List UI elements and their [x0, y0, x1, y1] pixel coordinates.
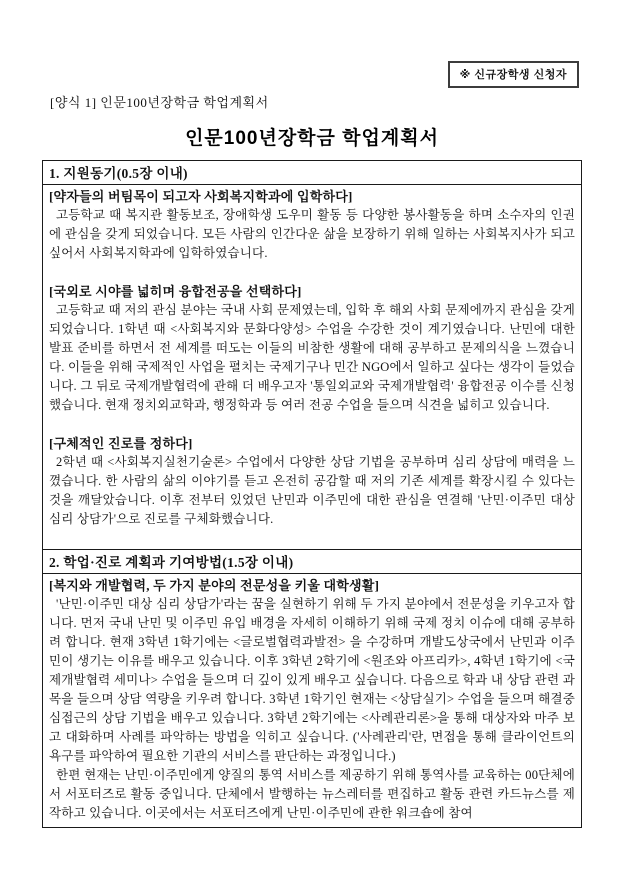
content-block [49, 576, 575, 823]
block-paragraph: 고등학교 때 복지관 활동보조, 장애학생 도우미 활동 등 다양한 봉사활동을 하며 소수자의 인권에 관심을 갖게 되었습니다. 모든 사람의 인간다운 삶을 보장하기 위해 일하는 사회복지사가 되고 싶어서 사회복지학과에 입학하였습니다. [49, 208, 575, 260]
table-row [43, 185, 582, 550]
page-title: 인문100년장학금 학업계획서 [185, 128, 439, 149]
new-scholar-badge: ※ 신규장학생 신청자 [448, 61, 579, 88]
form-number-label: [양식 1] 인문100년장학금 학업계획서 [50, 95, 269, 110]
section-1-header: 1. 지원동기(0.5장 이내) [43, 161, 582, 185]
block-subtitle: [복지와 개발협력, 두 가지 분야의 전문성을 키울 대학생활] [49, 578, 380, 593]
block-subtitle: [구체적인 진로를 정하다] [49, 436, 193, 451]
block-paragraph: 고등학교 때 저의 관심 분야는 국내 사회 문제였는데, 입학 후 해외 사회 문제에까지 관심을 갖게 되었습니다. 1학년 때 <사회복지와 문화다양성> 수업을 수강한 것이 계기였습니다. 난민에 대한 발표 준비를 하면서 전 세계를 떠도는 이들의 비참한 생활에 대해 공부하고 문제의식을 느꼈습니다. 이들을 위해 국제적인 사업을 펼치는 국제기구나 민간 NGO에서 일하고 싶다는 생각이 들었습니다. 그 뒤로 국제개발협력에 관해 더 배우고자 '통일외교와 국제개발협력' 융합전공 이수를 신청했습니다. 현재 정치외교학과, 행정학과 등 여러 전공 수업을 들으며 식견을 넓히고 있습니다. [49, 303, 575, 412]
block-subtitle: [약자들의 버팀목이 되고자 사회복지학과에 입학하다] [49, 189, 353, 204]
section-2-header: 2. 학업·진로 계획과 기여방법(1.5장 이내) [43, 550, 582, 574]
block-subtitle: [국외로 시야를 넓히며 융합전공을 선택하다] [49, 284, 302, 299]
content-block [49, 434, 575, 529]
table-row [43, 574, 582, 828]
content-block [49, 187, 575, 263]
table-row [43, 550, 582, 574]
section-2-body [43, 574, 582, 828]
section-1-body [43, 185, 582, 550]
block-paragraph: '난민·이주민 대상 심리 상담가'라는 꿈을 실현하기 위해 두 가지 분야에서 전문성을 키우고자 합니다. 먼저 국내 난민 및 이주민 유입 배경을 자세히 이해하기 위해 국제 정치 이슈에 대해 공부하려 합니다. 현재 3학년 1학기에는 <글로벌협력과발전> 을 수강하며 개발도상국에서 난민과 이주민이 생기는 이유를 배우고 있습니다. 이후 3학년 2학기에 <원조와 아프리카>, 4학년 1학기에 <국제개발협력 세미나> 수업을 들으며 더 깊이 있게 배우고 싶습니다. 다음으로 학과 내 상담 관련 과목을 들으며 상담 역량을 키우려 합니다. 3학년 1학기인 현재는 <상담실기> 수업을 들으며 해결중심접근의 상담 기법을 배우고 있습니다. 3학년 2학기에는 <사례관리론>을 통해 대상자와 마주 보고 대화하며 사례를 파악하는 방법을 익히고 싶습니다. ('사례관리'란, 면접을 통해 클라이언트의 욕구를 파악하여 필요한 기관의 서비스를 판단하는 과정입니다.) [49, 597, 575, 763]
block-paragraph: 2학년 때 <사회복지실천기술론> 수업에서 다양한 상담 기법을 공부하며 심리 상담에 매력을 느꼈습니다. 한 사람의 삶의 이야기를 듣고 온전히 공감할 때 저의 기존 세계를 확장시킬 수 있다는 것을 깨달았습니다. 이후 전부터 있었던 난민과 이주민에 대한 관심을 연결해 '난민·이주민 대상 심리 상담가'으로 진로를 구체화했습니다. [49, 455, 575, 526]
table-row [43, 161, 582, 185]
content-block [49, 282, 575, 415]
block-paragraph: 한편 현재는 난민·이주민에게 양질의 통역 서비스를 제공하기 위해 통역사를 교육하는 00단체에서 서포터즈로 활동 중입니다. 단체에서 발행하는 뉴스레터를 편집하고 활동 관련 카드뉴스를 제작하고 있습니다. 이곳에서는 서포터즈에게 난민·이주민에 관한 워크숍에 참여 [49, 768, 575, 820]
study-plan-table [42, 160, 582, 828]
